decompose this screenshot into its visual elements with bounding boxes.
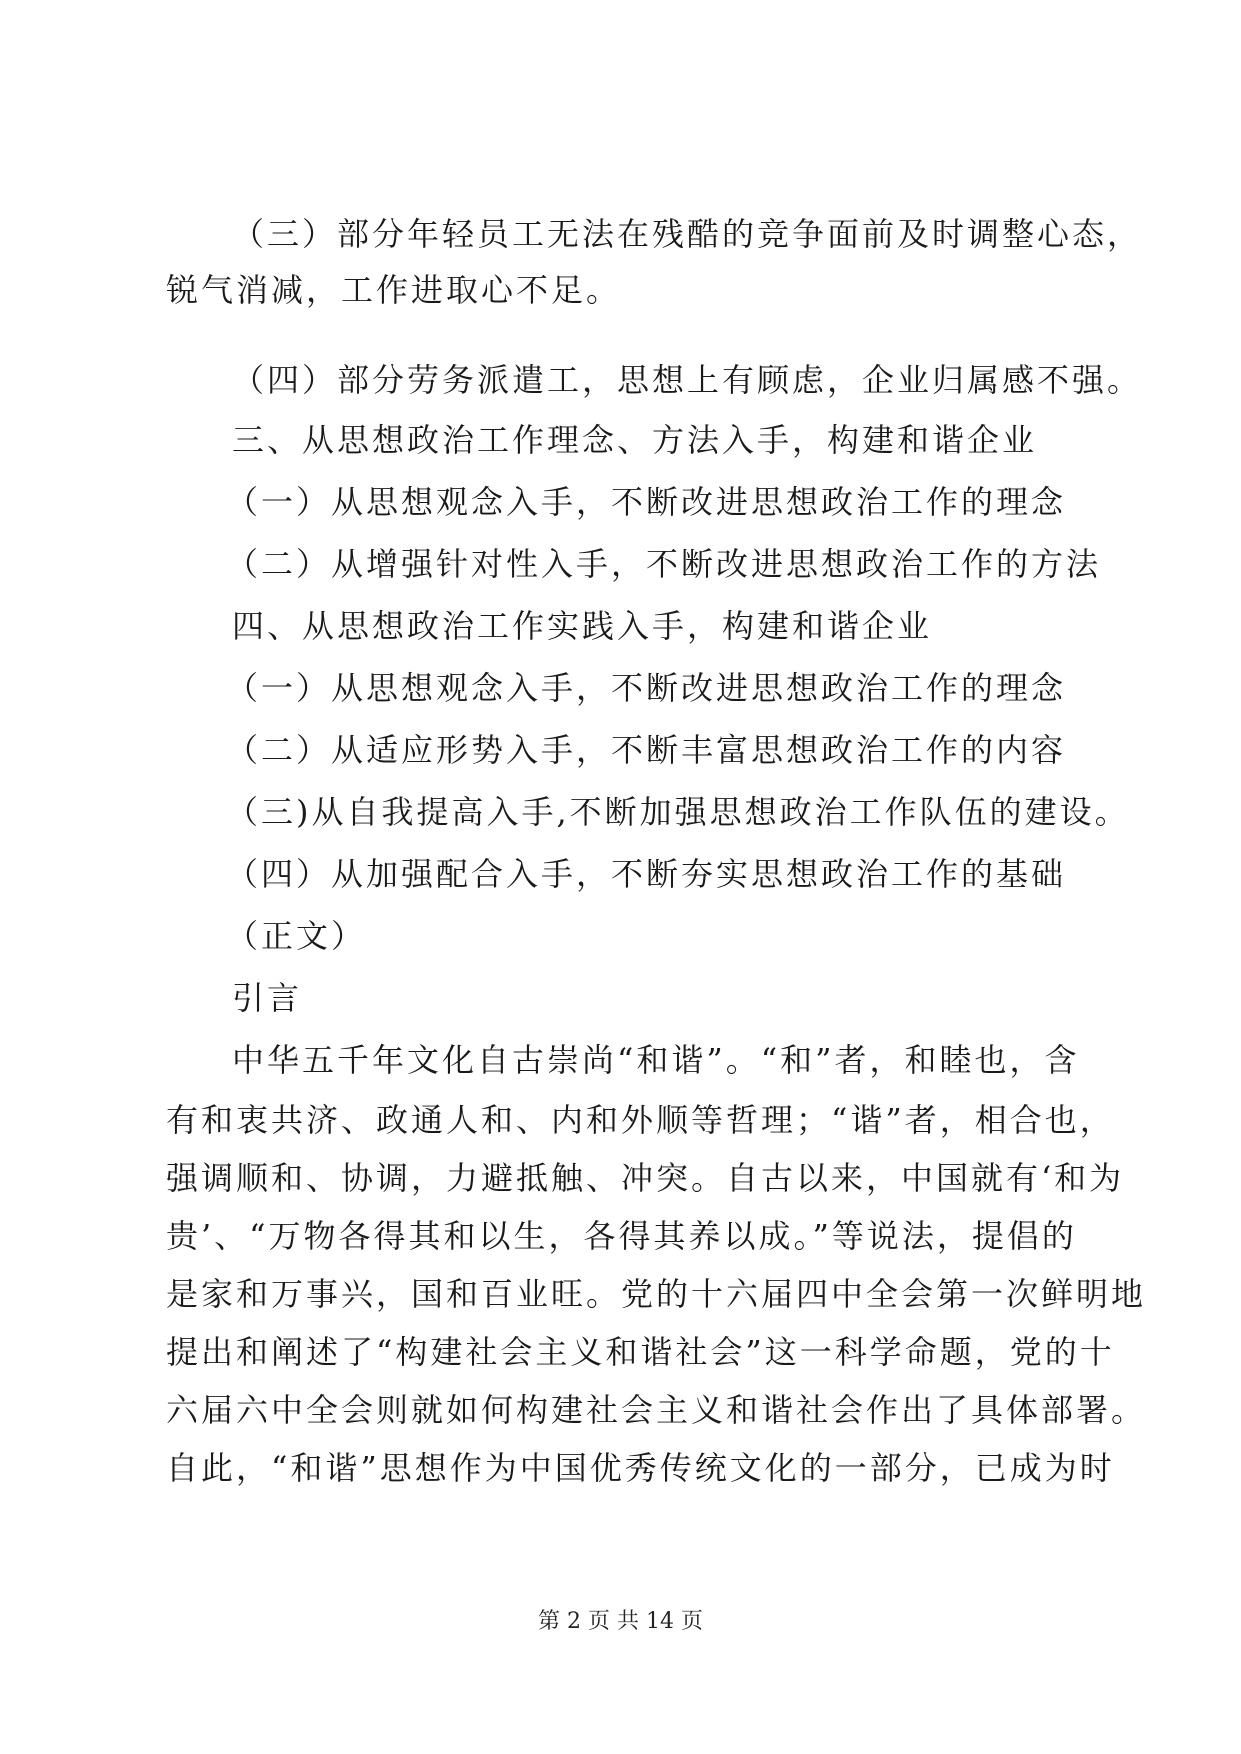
section-heading: 四、从思想政治工作实践入手，构建和谐企业 [232, 607, 933, 645]
paragraph-line: 是家和万事兴，国和百业旺。党的十六届四中全会第一次鲜明地 [166, 1275, 1147, 1313]
body-label: （正文） [226, 917, 367, 955]
subsection-heading: （二）从增强针对性入手，不断改进思想政治工作的方法 [226, 545, 1102, 583]
paragraph-line: （四）部分劳务派遣工，思想上有顾虑，企业归属感不强。 [232, 361, 1143, 399]
paragraph-line: 自此，“和谐”思想作为中国优秀传统文化的一部分，已成为时 [166, 1449, 1115, 1487]
subsection-heading: （一）从思想观念入手，不断改进思想政治工作的理念 [226, 669, 1067, 707]
subsection-heading: （二）从适应形势入手，不断丰富思想政治工作的内容 [226, 731, 1067, 769]
subsection-heading: （一）从思想观念入手，不断改进思想政治工作的理念 [226, 483, 1067, 521]
subsection-heading: （三)从自我提高入手,不断加强思想政治工作队伍的建设。 [226, 793, 1130, 831]
subsection-heading: （四）从加强配合入手，不断夯实思想政治工作的基础 [226, 855, 1067, 893]
intro-heading: 引言 [232, 979, 303, 1017]
paragraph-line: （三）部分年轻员工无法在残酷的竞争面前及时调整心态， [232, 215, 1143, 253]
paragraph-line: 有和衷共济、政通人和、内和外顺等哲理；“谐”者，相合也， [166, 1101, 1115, 1139]
paragraph-line: 强调顺和、协调，力避抵触、冲突。自古以来，中国就有‘和为 [166, 1159, 1125, 1197]
paragraph-line: 提出和阐述了“构建社会主义和谐社会”这一科学命题，党的十 [166, 1333, 1115, 1371]
section-heading: 三、从思想政治工作理念、方法入手，构建和谐企业 [232, 421, 1038, 459]
page-number-footer: 第 2 页 共 14 页 [538, 1609, 703, 1634]
paragraph-line: 中华五千年文化自古崇尚“和谐”。“和”者，和睦也，含 [232, 1041, 1080, 1079]
paragraph-line: 贵’、“万物各得其和以生，各得其养以成。”等说法，提倡的 [166, 1217, 1077, 1255]
paragraph-line: 锐气消减，工作进取心不足。 [166, 271, 622, 309]
paragraph-line: 六届六中全会则就如何构建社会主义和谐社会作出了具体部署。 [166, 1391, 1147, 1429]
